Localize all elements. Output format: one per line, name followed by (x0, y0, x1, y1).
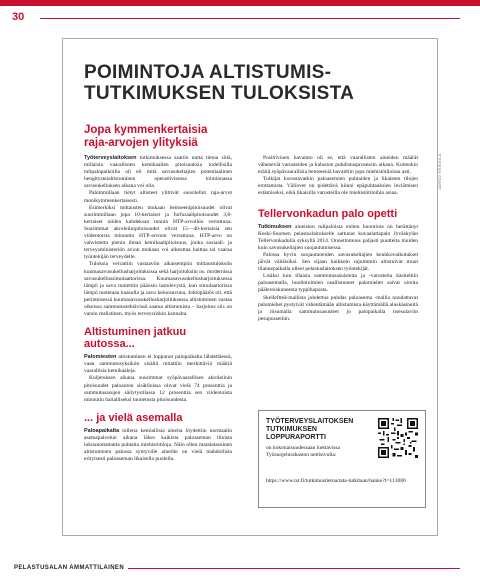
paragraph: Positiivinen havainto oli se, että vaarallisten aineiden määrät vähenevät varusteiden ja kaluston puhdistusprosessin aikana. Kuitenkin eräitä syöpävaarallisia bentseeniä havaittiin jopa miehistötiloissa asti. (258, 155, 418, 176)
section-heading-autossa: Altistuminen jatkuu autossa... (84, 326, 187, 351)
paragraph: Tuloksia verrattiin vastaaviin aikaisempiin mittaustuloksiin kuumasavusukellusharjoituksissa sekä harjoituksiin ns. modernissa savusukellussimulaattorissa. Kuumasavusukellusharjoituksessa lämpö ja savu tuotettiin pääosin lastulevystä, kun simulaattorissa lämpö tuotetaan kaasulla ja savu keinosavuna. Johtopäätös oli, että perinteisessä kuumasavusukellusharjoituksessa altistuminen vastaa oikeissa sammutustehtävissä saatua altistumista – harjoitus siis on varsin realistinen, myös terveysriskin kannalta. (84, 261, 232, 318)
paragraph: Palomiesten altistuminen ei loppunut palopaikalta lähdettäessä, vaan sammutusyksikön sisältä mitattiin merkittäviä määriä vaarallisia kemikaaleja. (84, 354, 232, 375)
paragraph: Pahimmillaan tietyt altisteet ylittivät suositellut raja-arvot monikymmenkertaisesti. (84, 190, 232, 204)
paragraph: Paloapaikalta tulleita kemiallisia aineita löydettiin normaalin asemapalvelun aikana lähes kaikista paloaseman tiloista lukuunottamatta puhtaita miehistötiloja. Näin ollen matalatasoinen altistuminen palossa syntyville aineille on vielä mahdollista erityisesti paloaseman likaisella puolella. (84, 427, 232, 463)
publication-footer: PELASTUSALAN AMMATTILAINEN (14, 565, 125, 571)
section-heading-asemalla: ... ja vielä asemalla (84, 411, 183, 424)
paragraph: Esimerkiksi mittausten mukaan bentseenipitoisuudet olivat suurimmillaan jopa 10-kertaiset ja furfuraalipitoisuudet 3,8-kertaiset niiden kahdeksan tunnin HTP-arvoihin verrattuna. Suurimmat akroleiinipitoisuudet olivat 15—40-kertaisia sen viidentoista minuutin HTP-arvoon verrattuna. HTP-arvo on vahvistettu pienin ilman kemikaalipitoisuus, jonka sosiaali- ja terveysministeriön avion mukaan voi aiheuttaa haittaa tai vaaraa työntekijän terveydelle. (84, 204, 232, 261)
report-box-subtitle: on kokonaisuudessaan luettavissa Työsuojelurahaston nettisivulla: (266, 445, 340, 458)
report-url-link[interactable]: https://www.tsr.fi/tutkimustietoa/tata-tutkitaan/hanke?t=113080 (266, 478, 406, 484)
paragraph: Tulkijat korostavatkin paloasemien puhtaiden ja likaisten tilojen erottamista. Väliovet on pidettävä kiinni epäpuhtauksien leviämisen estämiseksi, eikä likaisilla varusteilla ole miehistötiloihin asiaa. (258, 176, 418, 197)
photo-credit: JARNO HEIKKILÄ (437, 153, 442, 190)
header-rule (40, 18, 460, 19)
page-number: 30 (12, 11, 25, 23)
footer-rule (128, 568, 460, 569)
lead-word: Työterveyslaitoksen (84, 155, 137, 161)
lead-word: Paloapaikalta (84, 427, 120, 434)
paragraph: Tutkimuksen aineiston tulipaloista eniten huomiota on herättänyt Keski-Suomen pelastuslaitokselle sattunut kuvaalattapalo Jyväskylän Tellervonkadulla syksyllä 2014. Onnettomuus paljasti puutteita muiden kuin savusukeltajien suojautumisessa. (258, 223, 418, 251)
lead-word: Tutkimuksen (258, 223, 292, 230)
section-heading-tellervonkatu: Tellervonkadun palo opetti (258, 207, 398, 220)
section-heading-raja-arvot: Jopa kymmenkertaisia raja-arvojen ylityksiä (84, 124, 208, 149)
right-column (258, 155, 418, 323)
paragraph: Palossa hyvin suojautuneiden savusukeltajien keuhkovaikutukset jäivät vähäisiksi. Sen sijaan kaikkein rajuimmin altistuivat muut tilannepaikalla olleet pelastuslaitoksen työntekijät. (258, 251, 418, 273)
paragraph: Skelleftteä-mallista johdettua puhdas paloasema -mallia noudattavat palomiehet pystyivät vähentämään altistumista käyttämällä aluskäsineitä ja riisumalla sammutusasusteet jo palopaikalla itsesulaviin pesupusseihin. (258, 294, 418, 322)
paragraph: Kuljetuksen aikana suurimmat syöpävaarallisen akroleiinin pitoisuudet paloauton sisätiloissa olivat vielä 74 prosenttia ja sammutusasujen säilytystilassa 12 prosenttia sen viidentoista minuutin haitalliseksi tunnetusta pitoisuudesta. (84, 375, 232, 403)
paragraph: Lisäksi kun tilaisia sammutusasuisteita ja -varusteita käsiteltiin paloasemalla, huoltotoimien osallistuneet palomiehet saivat oireita pääleroiskuneesta typpihaposta. (258, 273, 418, 294)
report-box-title: TYÖTERVEYSLAITOKSEN TUTKIMUKSEN LOPPURAPORTTI (266, 418, 354, 441)
left-column (84, 124, 232, 463)
lead-word: Palomiesten (84, 354, 117, 361)
paragraph: Työterveyslaitoksen tutkimuksessa saatiin uutta tietoa siitä, millaisia vaarallisten kemikaalien pitoisuuksia todellisilla tulipalopaikoilla oli eli mitä savusukeltajien potentiaalinen hengitysteialtistuminen operatiivisessa toiminnassa savusukelluksen aikana voi olla. (84, 155, 232, 190)
qr-code-icon[interactable] (378, 418, 418, 458)
article-title: POIMINTOJA ALTISTUMIS-TUTKIMUKSEN TULOKSISTA (84, 62, 355, 104)
top-accent-bar (0, 0, 480, 6)
